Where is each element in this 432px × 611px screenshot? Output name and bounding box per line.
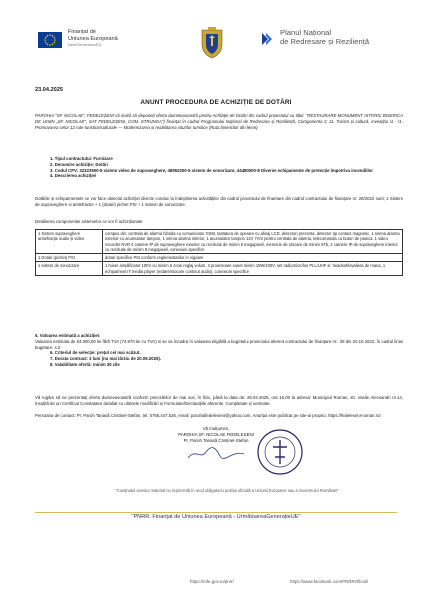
- table-row: [36, 230, 403, 254]
- value-label: 5. Valoarea estimată a achiziției:: [35, 333, 101, 338]
- facebook-link[interactable]: https://www.facebook.com/PNRROficial/: [290, 579, 369, 584]
- contract-duration: 7. Durata contract: 3 luni (nu mai târziu de 20.09.2025).: [50, 356, 162, 362]
- handwritten-signature: [186, 446, 246, 462]
- list-item: 1. Tipul contractului: Furnizare: [50, 156, 113, 161]
- table-row: [36, 262, 403, 276]
- list-item: 4. Descrierea achiziției: [50, 173, 97, 179]
- description-subtitle: Detalierea componentei sistemelor ce vor fi achiziționate: [35, 219, 143, 224]
- table-cell: 1 mixer amplificator 100V cu minim 5 zone reglaj volum, 3 proiectoare sunet minim 10W/100V, set radiomicrofon PLL/UHF si: headset/lavaliera de mana, 1 echipament IT media player (redare/stocare continut audio), conexiuni specifice: [103, 262, 403, 276]
- pnrr-title: [280, 28, 369, 47]
- eu-flag-icon: [38, 32, 62, 48]
- value-text: Valoarea estimata de 63.000,00 lei fără TVA (74.970 lei cu TVA) si se va încadra în valoarea eligibilă a bugetului proiectului aferent contractului de finanțare nr.: 29 din 20.10.2022, în cadrul liniei bugetare: 4.2: [35, 338, 403, 350]
- header-logos: [28, 26, 418, 68]
- closing-paragraph: Vă rugăm să ne prezentați oferta dumneavoastră conform precizărilor de mai sus, în fizic, până la data de: 25.04.2025, ora 16,00 la adresa: Municipiul Roman, str. Vasile Alecsandri nr.14, însoțită de un Certificat Constatator detaliat cu ultimele modificări și Formulare/Declarațiile aferente. Completate și semnate.: [35, 395, 403, 406]
- signature-line-3: Pr. Paroh Tanasă Cristinel-Stefan: [183, 437, 249, 443]
- eu-funding-text: [68, 29, 138, 49]
- table-row: [36, 254, 403, 262]
- procurement-items-list: [50, 156, 400, 179]
- table-cell: 1 Dotari (pichet) PSI: [36, 254, 103, 262]
- list-item: 2. Denumire achiziție: Dotări: [50, 161, 108, 167]
- pnrr-logo-icon: [261, 32, 273, 46]
- pnrr-line-1: Planul Național: [280, 28, 332, 37]
- pnrr-motto: "PNRR. Finanțat de Uniunea Europeană - UrmătoareaGenerațieUE": [131, 514, 301, 520]
- pnrr-line-2: de Redresare și Reziliență: [280, 37, 370, 47]
- romania-coat-of-arms-icon: [199, 26, 225, 60]
- signature-line-2: PAROHIA SF. NICOLAE FEDELEȘENI: [178, 431, 254, 437]
- offer-validity: 8. Valabilitate ofertă: minim 30 zile: [50, 361, 120, 367]
- signature-block: [0, 426, 432, 443]
- mfe-link[interactable]: https://mfe.gov.ro/pnrr/: [190, 579, 234, 584]
- intro-paragraph: PAROHIA "SF. NICOLAE", FEDELEȘENI vă invită să depuneți oferta dumneavoastră pentru Achiziție de Dotări din cadrul proiectului cu titlul: "RESTAURARE MONUMENT ISTORIC BISERICA DE LEMN „SF. NICOLAE", SAT FEDELEȘENI, COM. STRUNGA") finanțat în cadrul Programului Național de Redresare și Reziliență, Componenta C 11. Turism și cultură, investiția I1 - I1- Promovarea celor 12 rute turistice/culturale — Modernizarea și reabilitarea siturilor turistice (Ruta bisericilor din lemn).: [35, 113, 403, 130]
- disclaimer-footnote: "Conținutul acestui material nu reprezintă în mod obligatoriu poziția oficială a Uniunii Europene sau a Guvernului României": [115, 488, 339, 493]
- table-cell: 1 sistem de sonorizare: [36, 262, 103, 276]
- table-cell: compus din: centrala de alarma hibrida cu comunicator GSM, tastatura de operare cu afisaj LCD, detectori prezenta, detector tip contact magnetic, 1 sirena alarma exterior cu acumulator tampon, 1 sirena alarma interior, 1 acumulator tampon 12V 7Ahr pentru centrala de alarma, telecomanda cu buton de panica. 1 video recorder NVR 4 camere IP de supraveghere exterior cu rezolutie de minim 8 megapixeli, memorie de stocare de minim 6Tb, 2 camere IP de supraveghere interior cu rezolutie de minim 8 megapixeli, conexiuni specifice: [103, 230, 403, 254]
- parish-stamp-icon: [256, 428, 304, 476]
- eu-line-2: Uniunea Europeană: [68, 35, 118, 42]
- eu-line-1: Finanțat de: [68, 29, 96, 35]
- document-date: 23.04.2025: [35, 87, 63, 93]
- components-table: [35, 229, 403, 276]
- list-item: 3. Codul CPV: 32323500-8 sistem video de supraveghere, 48952000-6 sistem de sonorizare, 44480000-8 Diverse echipamente de protecție împotriva incendiilor: [50, 167, 373, 173]
- value-section: [35, 333, 403, 368]
- table-cell: dotari specifice PSI conform reglementarilor in vigoare: [103, 254, 403, 262]
- eu-line-3: NextGenerationEU: [68, 42, 102, 48]
- signature-line-1: Vă mulțumim,: [202, 426, 230, 431]
- document-title: ANUNT PROCEDURA DE ACHIZIȚIE DE DOTĂRI: [140, 99, 292, 106]
- contact-paragraph: Persoana de contact: Pr. Paroh Tanasă Cristinel-Stefan, tel. 0766.447.526, email: parohiafedelesenI@yahoo.com. Anunțul este publicat pe site-ul propriu: https://fedelesenI-roman.ro/.: [35, 413, 382, 418]
- table-cell: 1 Sistem supraveghere antiefracție audio și video: [36, 230, 103, 254]
- description-paragraph: Dotările și echipamentele ce vor face obiectul achiziției directe conduc la îndeplinirea activităților din cadrul proiectului de finantare din cadrul contractului de finanțare nr. 29/2022 sunt; 1 Sistem de supraveghere si antiefractie + 1 (dotari) pichet PSI + 1 sistem de sonorizare.: [35, 196, 403, 207]
- selection-criteria: 6. Criteriul de selecție: prețul cel mai scăzut.: [50, 350, 141, 356]
